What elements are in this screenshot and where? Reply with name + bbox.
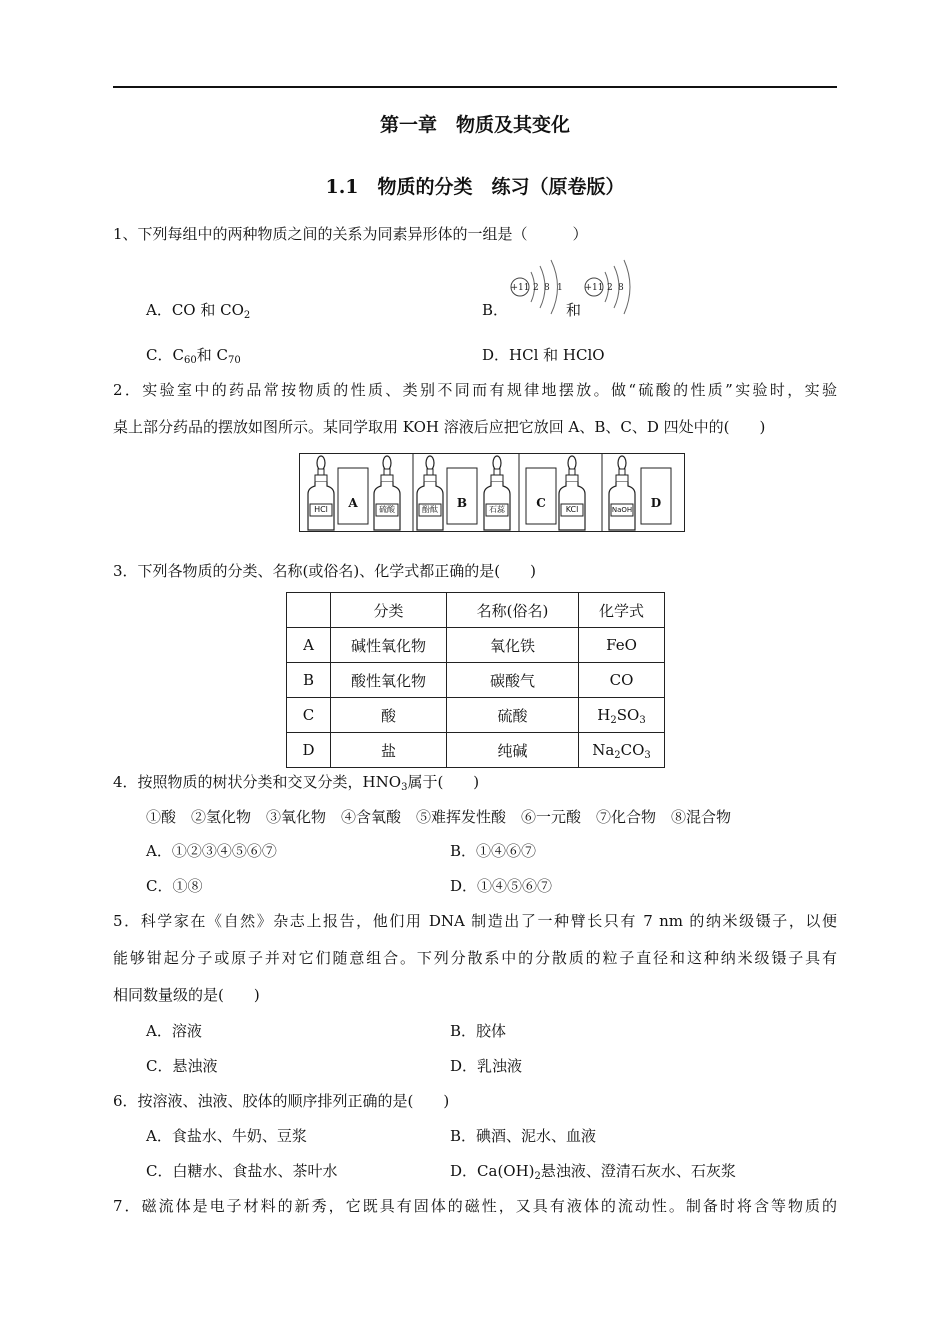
table-row — [287, 733, 665, 768]
row-class: 碱性氧化物 — [331, 628, 447, 663]
atom2-shell-2: 8 — [618, 283, 624, 293]
row-formula: $Na_2CO_3$ — [579, 733, 665, 768]
q4-item-list: ①酸 ②氢化物 ③氧化物 ④含氧酸 ⑤难挥发性酸 ⑥一元酸 ⑦化合物 ⑧混合物 — [146, 808, 732, 826]
q5-option-d: D．乳浊液 — [450, 1057, 523, 1075]
q2-line-1: 2．实验室中的药品常按物质的性质、类别不同而有规律地摆放。做“硫酸的性质”实验时，实验 — [113, 381, 837, 399]
row-formula: CO — [579, 663, 665, 698]
atom1-shell-2: 8 — [544, 283, 550, 293]
q1-option-b-and: 和 — [566, 301, 582, 319]
q5-option-b: B．胶体 — [450, 1022, 507, 1040]
q2-line-2: 桌上部分药品的摆放如图所示。某同学取用 KOH 溶液后应把它放回 A、B、C、D 四处中的( ) — [113, 418, 766, 436]
slot-b: B — [456, 496, 468, 510]
atom1-nucleus: +11 — [510, 283, 530, 293]
row-formula: FeO — [579, 628, 665, 663]
q6-option-b: B．碘酒、泥水、血液 — [450, 1127, 597, 1145]
q4-option-d: D．①④⑤⑥⑦ — [450, 877, 553, 895]
table-row — [287, 628, 665, 663]
table-row — [287, 663, 665, 698]
q5-line-2: 能够钳起分子或原子并对它们随意组合。下列分散系中的分散质的粒子直径和这种纳米级镊子具有 — [113, 949, 837, 967]
q5-option-a: A．溶液 — [146, 1022, 202, 1040]
q6-option-d: D．$Ca(OH)_2$悬浊液、澄清石灰水、石灰浆 — [450, 1162, 736, 1182]
row-label: D — [287, 733, 331, 768]
bottle-label-hcl: HCl — [314, 505, 328, 514]
atom1-shell-1: 2 — [533, 283, 539, 293]
table-header-row — [287, 593, 665, 628]
q1-option-b-label: B． — [482, 301, 509, 319]
q2-reagent-shelf-figure — [299, 452, 685, 534]
q1-option-c: C．$C_{60}$和 $C_{70}$ — [146, 346, 241, 366]
slot-c: C — [536, 496, 546, 510]
q4-option-c: C．①⑧ — [146, 877, 203, 895]
row-name: 碳酸气 — [447, 663, 579, 698]
row-name: 纯碱 — [447, 733, 579, 768]
q6-stem: 6．按溶液、浊液、胶体的顺序排列正确的是( ) — [113, 1092, 450, 1110]
bottle-label-naoh: NaOH — [611, 506, 633, 514]
row-label: C — [287, 698, 331, 733]
row-label: B — [287, 663, 331, 698]
bottle-label-phenolphthalein: 酚酞 — [422, 505, 438, 514]
atom1-shell-3: 1 — [557, 283, 563, 293]
table-header-blank — [287, 593, 331, 628]
q3-stem: 3．下列各物质的分类、名称(或俗名)、化学式都正确的是( ) — [113, 562, 536, 580]
chapter-title: 第一章 物质及其变化 — [379, 114, 570, 136]
row-label: A — [287, 628, 331, 663]
q1-option-d: D．HCl 和 HClO — [482, 346, 605, 364]
bottle-label-kcl: KCl — [565, 505, 579, 514]
slot-d: D — [650, 496, 662, 510]
header-rule — [113, 86, 837, 88]
q4-stem: 4．按照物质的树状分类和交叉分类，$HNO_3$属于( ) — [113, 773, 480, 793]
row-class: 酸 — [331, 698, 447, 733]
slot-a: A — [348, 496, 358, 510]
q1-option-a: A．CO 和 $CO_2$ — [146, 301, 251, 321]
q4-option-b: B．①④⑥⑦ — [450, 842, 537, 860]
q1-stem: 1、下列每组中的两种物质之间的关系为同素异形体的一组是（ ） — [113, 225, 588, 243]
q4-option-a: A．①②③④⑤⑥⑦ — [146, 842, 277, 860]
q5-line-1: 5．科学家在《自然》杂志上报告，他们用 DNA 制造出了一种臂长只有 7 nm 的纳米级镊子，以便 — [113, 912, 837, 930]
q7-line-1: 7．磁流体是电子材料的新秀，它既具有固体的磁性，又具有液体的流动性。制备时将含等物质的 — [113, 1197, 837, 1215]
table-row — [287, 698, 665, 733]
q6-option-a: A．食盐水、牛奶、豆浆 — [146, 1127, 307, 1145]
row-class: 酸性氧化物 — [331, 663, 447, 698]
q5-option-c: C．悬浊液 — [146, 1057, 218, 1075]
atom2-shell-1: 2 — [607, 283, 613, 293]
table-header-name: 名称(俗名) — [447, 593, 579, 628]
bottle-label-litmus: 石蕊 — [489, 505, 505, 514]
atom2-nucleus: +11 — [584, 283, 604, 293]
table-header-formula: 化学式 — [579, 593, 665, 628]
row-formula: $H_2SO_3$ — [579, 698, 665, 733]
row-name: 硫酸 — [447, 698, 579, 733]
row-class: 盐 — [331, 733, 447, 768]
q6-option-c: C．白糖水、食盐水、茶叶水 — [146, 1162, 338, 1180]
bottle-label-sulfuric: 硫酸 — [379, 505, 395, 514]
q3-table — [286, 592, 665, 768]
row-name: 氧化铁 — [447, 628, 579, 663]
q5-line-3: 相同数量级的是( ) — [113, 986, 260, 1004]
table-header-class: 分类 — [331, 593, 447, 628]
section-title: 1.1 物质的分类 练习（原卷版） — [325, 176, 625, 198]
